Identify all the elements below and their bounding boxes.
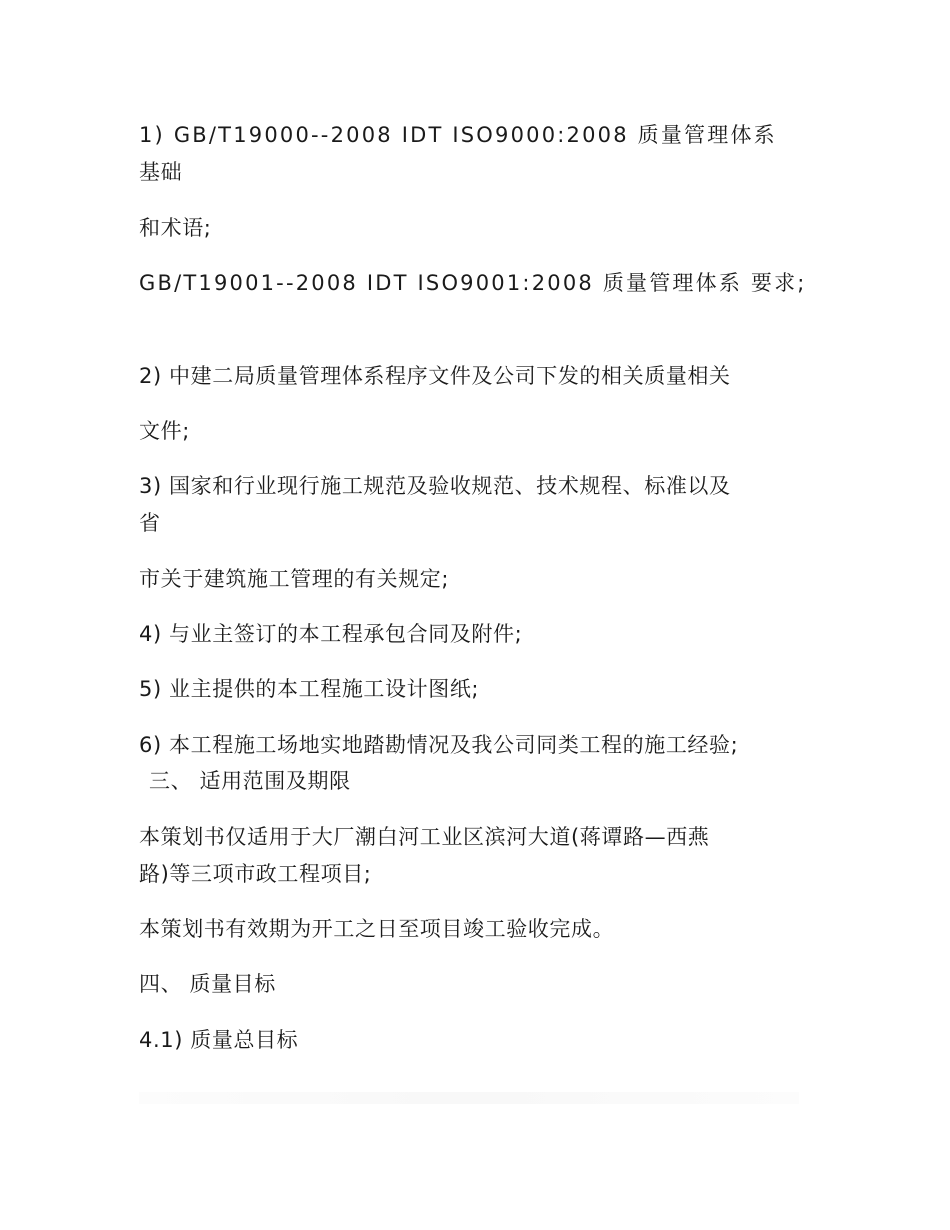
basis-item-2-line-2: 文件;: [139, 419, 190, 443]
validity-paragraph: 本策划书有效期为开工之日至项目竣工验收完成。: [139, 917, 615, 941]
basis-item-6: 6) 本工程施工场地实地踏勘情况及我公司同类工程的施工经验;: [139, 733, 739, 757]
basis-item-3-line-1: 3) 国家和行业现行施工规范及验收规范、技术规程、标准以及: [139, 474, 731, 498]
basis-item-5: 5) 业主提供的本工程施工设计图纸;: [139, 677, 480, 701]
basis-item-3-line-2: 省: [139, 511, 161, 535]
basis-item-1-line-3: 和术语;: [139, 216, 212, 240]
basis-item-3-line-3: 市关于建筑施工管理的有关规定;: [139, 567, 450, 591]
basis-item-1-line-2: 基础: [139, 160, 183, 184]
scope-paragraph-line-2: 路)等三项市政工程项目;: [139, 862, 372, 886]
basis-item-4: 4) 与业主签订的本工程承包合同及附件;: [139, 622, 523, 646]
basis-item-1-line-1: 1) GB/T19000--2008 IDT ISO9000:2008 质量管理体系: [139, 123, 777, 147]
section-3-heading: 三、 适用范围及期限: [149, 769, 351, 793]
section-4-heading: 四、 质量目标: [139, 972, 276, 996]
basis-item-2-line-1: 2) 中建二局质量管理体系程序文件及公司下发的相关质量相关: [139, 364, 731, 388]
section-4-1-heading: 4.1) 质量总目标: [139, 1028, 299, 1052]
faint-text-strip: [139, 1092, 799, 1104]
basis-item-1-line-4: GB/T19001--2008 IDT ISO9001:2008 质量管理体系 要求;: [139, 271, 807, 295]
scope-paragraph-line-1: 本策划书仅适用于大厂潮白河工业区滨河大道(蒋谭路—西燕: [139, 825, 710, 849]
